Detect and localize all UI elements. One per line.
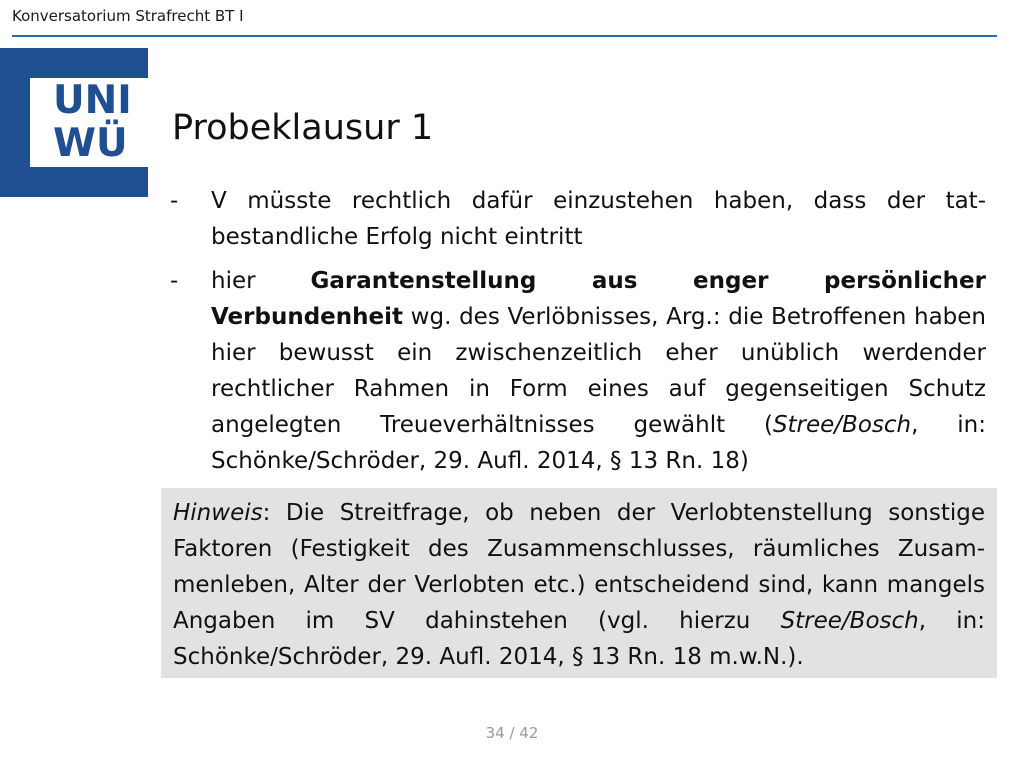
bullet-dash: - xyxy=(170,268,179,294)
note-label: Hinweis xyxy=(173,500,263,526)
bullet-text: V müsste rechtlich dafür einzustehen haben, dass der tat-bestandliche Erfolg nicht eintritt xyxy=(211,188,986,250)
page-number: 34 / 42 xyxy=(485,724,539,742)
header-title: Konversatorium Strafrecht BT I xyxy=(12,7,244,25)
logo-text-line1: UNI xyxy=(53,78,132,123)
bullet-text-middle: wg. des Verlöbnisses, Arg.: die Betroffenen haben hier bewusst ein zwischenzeitlich eher unüblich werdender rechtlicher Rahmen in Form eines auf gegenseitigen Schutz angelegten Treueverhältnisses gewählt ( xyxy=(211,304,986,438)
bullet-item xyxy=(170,183,986,255)
bullet-item xyxy=(170,263,986,479)
bullet-text-bold: Garantenstellung aus enger persönlicher Verbundenheit xyxy=(211,268,986,330)
bullet-text-suffix: , in: Schönke/Schröder, 29. Aufl. 2014, § 13 Rn. 18) xyxy=(211,412,987,474)
logo-text-line2: WÜ xyxy=(53,121,128,166)
bullet-list xyxy=(170,183,986,487)
citation-authors: Stree/Bosch xyxy=(772,412,912,438)
bullet-dash: - xyxy=(170,188,179,214)
university-logo xyxy=(0,48,148,197)
slide-title: Probeklausur 1 xyxy=(172,108,434,148)
note-citation-authors: Stree/Bosch xyxy=(780,608,919,634)
bullet-text-prefix: hier xyxy=(211,268,311,294)
note-text-end: , in: Schönke/Schröder, 29. Aufl. 2014, § 13 Rn. 18 m.w.N.). xyxy=(173,608,985,670)
note-text: : Die Streitfrage, ob neben der Verlobtenstellung sonstige Faktoren (Festigkeit des Zusammenschlusses, räumliches Zusam-menleben, Alter der Verlobten etc.) entscheidend sind, kann mangels Angaben im SV dahinstehen (vgl. hierzu xyxy=(173,500,985,634)
header-divider xyxy=(12,35,997,37)
note-box xyxy=(161,488,997,678)
